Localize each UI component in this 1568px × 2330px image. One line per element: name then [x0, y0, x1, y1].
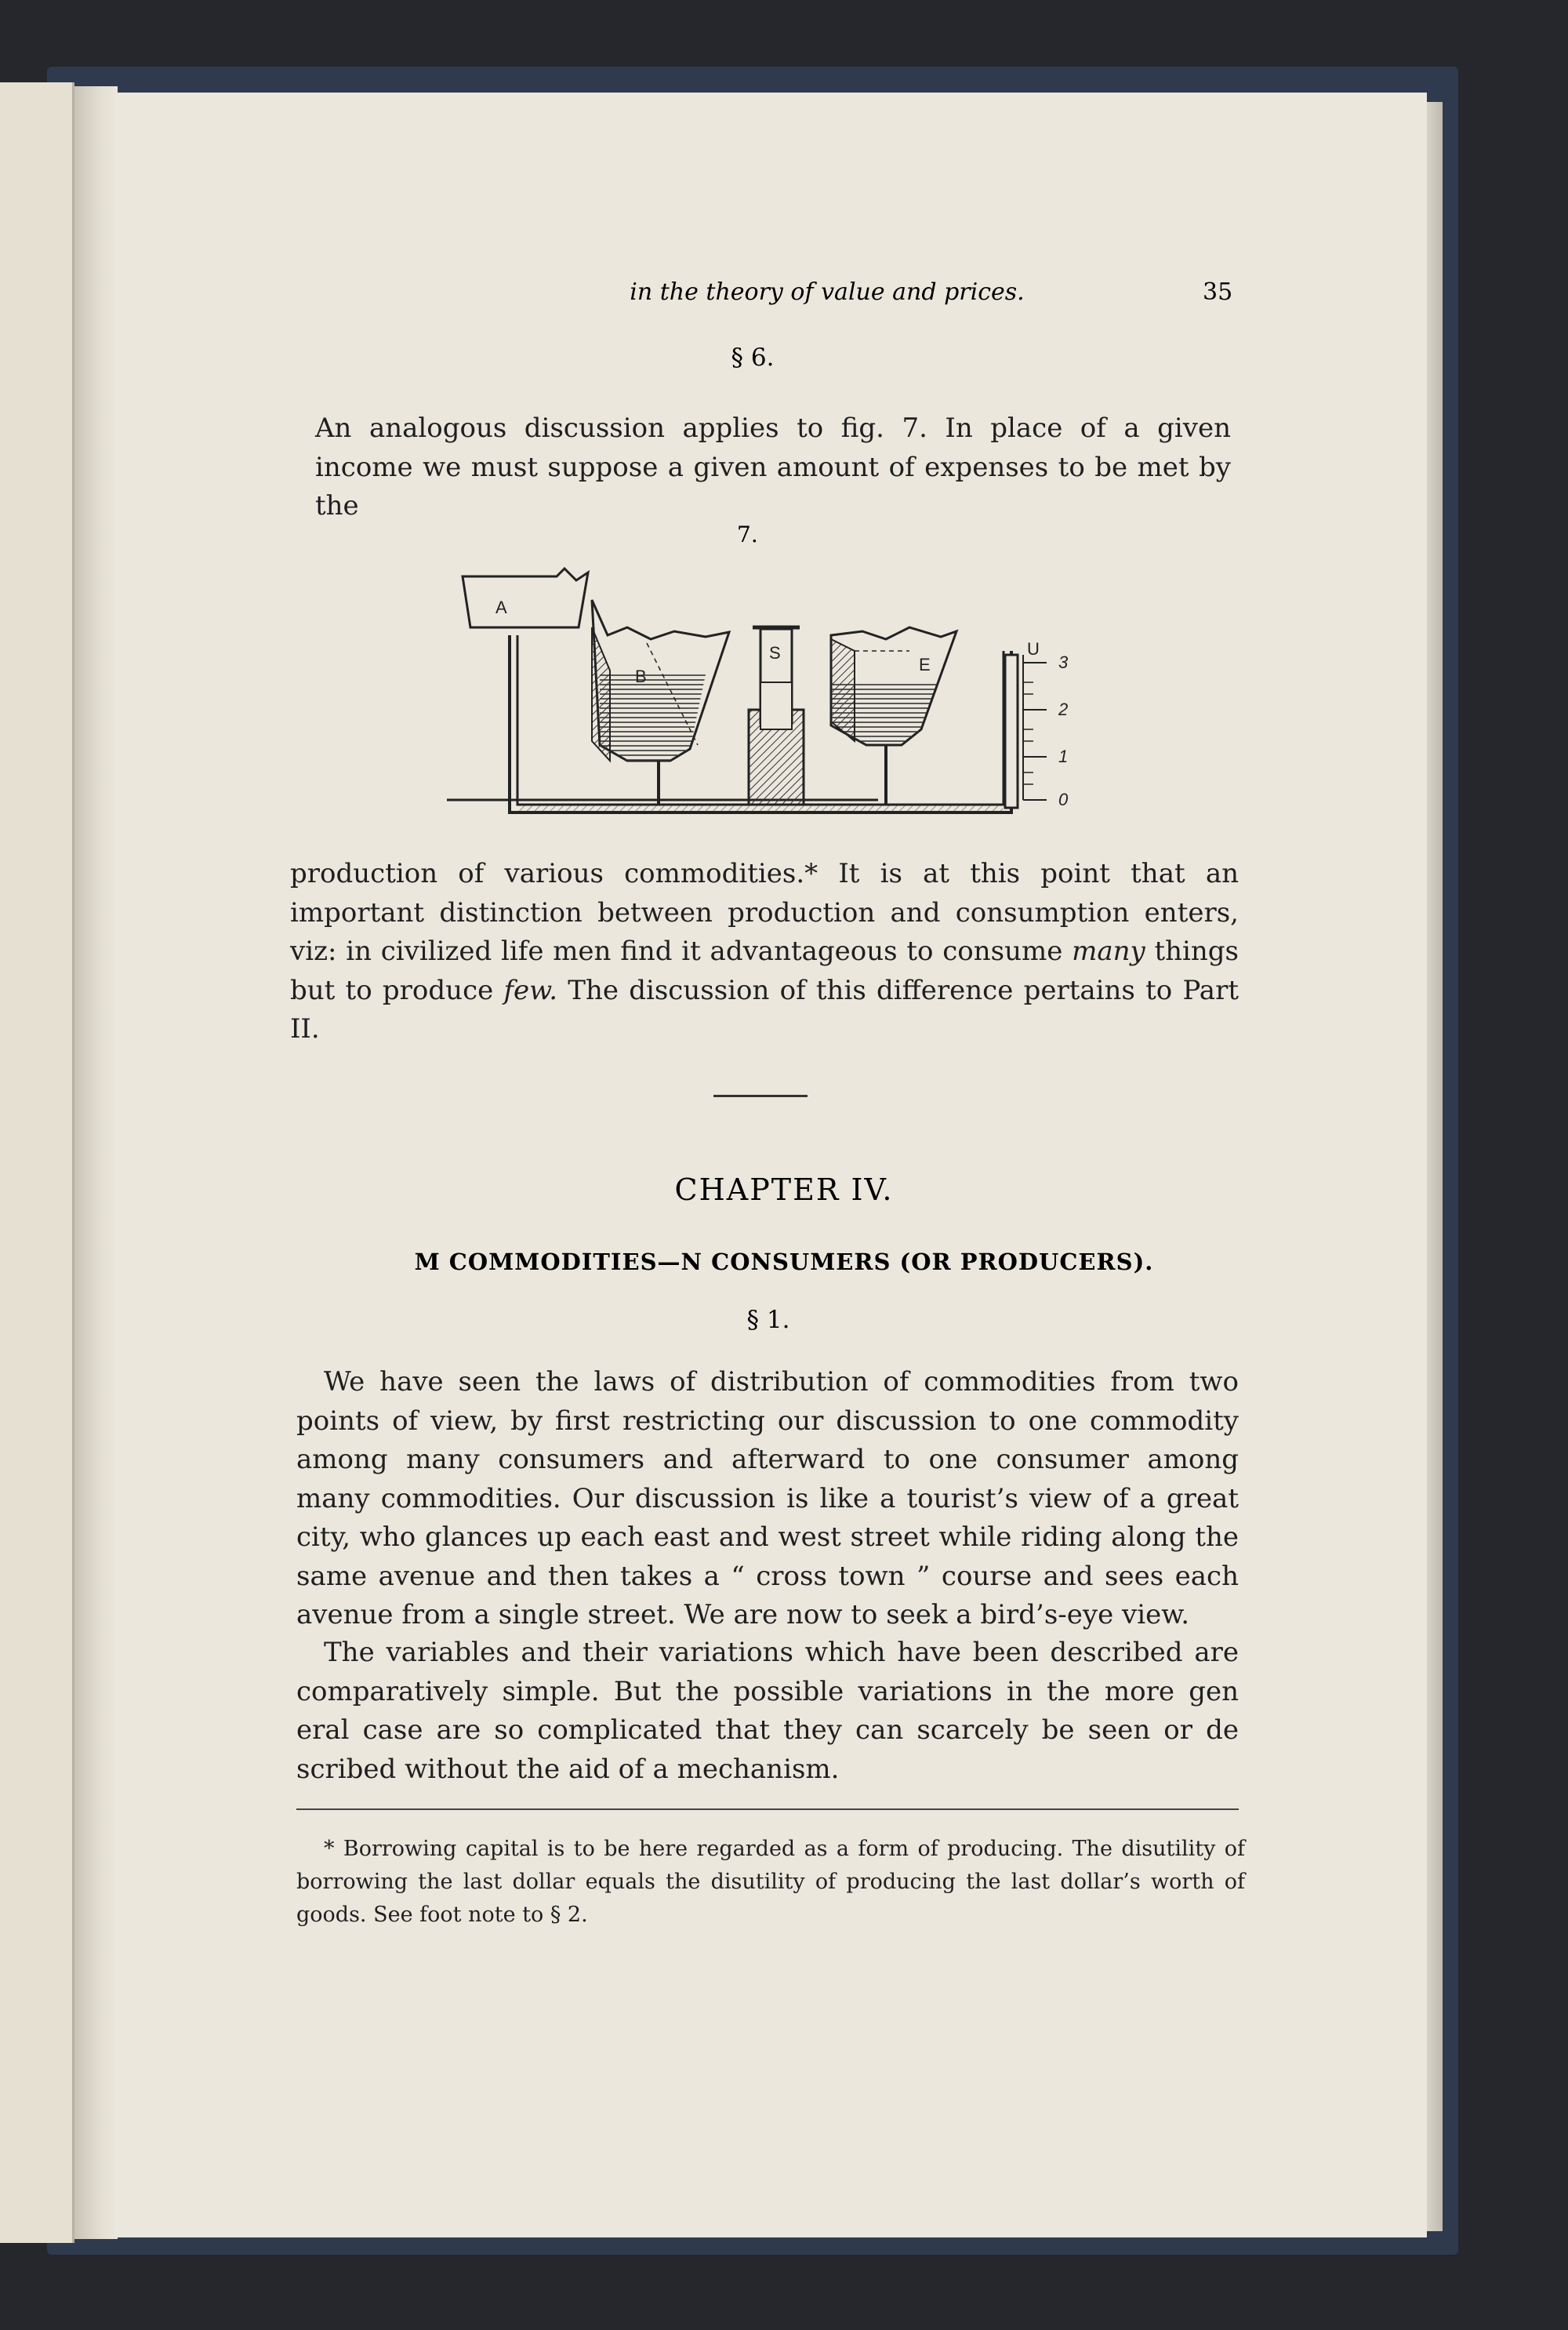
page-number: 35: [1203, 278, 1233, 306]
vessel-a-label: A: [495, 598, 507, 617]
figure-7-vessels-diagram: [439, 565, 1129, 823]
running-head: in the theory of value and prices.: [630, 278, 1025, 306]
book-gutter: [74, 86, 118, 2239]
paragraph-laws-of-distribution: We have seen the laws of distribution of commodities from two points of view, by first restricting our discussion to one commodity among many consumers and afterward to one consumer among many commodities. Our discussion is like a tourist’s view of a great city, who glances up each east and west street while riding along the same avenue and then takes a “ cross town ” course and sees each avenue from a single street. We are now to seek a bird’s-eye view.: [296, 1366, 1239, 1630]
section-heading-6: § 6.: [731, 344, 775, 372]
paragraph-intro: An analogous discussion applies to fig. 7. In place of a given income we must suppose a given amount of expenses to be met by the: [315, 413, 1231, 522]
chapter-title: CHAPTER IV.: [674, 1172, 894, 1207]
scale-label-0: 0: [1058, 790, 1069, 809]
gauge-tube-u: [1005, 639, 1069, 809]
paragraph-production: production of various commodities.* It is at this point that an important distinction between production and consumption enters, viz: in civilized life men find it advantageous to consume many things but to produce few. The discussion of this difference pertains to Part II.: [290, 858, 1239, 1045]
chapter-subtitle: M COMMODITIES—N CONSUMERS (OR PRODUCERS).: [414, 1249, 1154, 1275]
figure-number: 7.: [737, 522, 758, 547]
scale-label-3: 3: [1058, 652, 1069, 672]
piston-s: [749, 627, 804, 805]
paragraph-variables: The variables and their variations which have been described are comparatively simple. But the possible variations in the more gen eral case are so complicated that they can scarcely be seen or de scribed without the aid of a mechanism.: [296, 1637, 1239, 1785]
page-stack-edge: [1427, 102, 1443, 2231]
piston-s-label: S: [769, 643, 781, 663]
facing-page-edge: [0, 82, 74, 2243]
footnote: * Borrowing capital is to be here regarded as a form of producing. The disutility of borrowing the last dollar equals the disutility of producing the last dollar’s worth of goods. See foot note to § 2.: [296, 1837, 1245, 1927]
vessel-e-label: E: [919, 655, 931, 674]
footnote-rule: [296, 1808, 1239, 1810]
vessel-b: [592, 600, 729, 805]
vessel-a: [463, 569, 588, 627]
vessel-b-label: B: [635, 667, 647, 686]
section-divider: [713, 1095, 808, 1097]
emphasis-few: few.: [503, 974, 558, 1006]
emphasis-many: many: [1072, 936, 1145, 967]
scale-label-1: 1: [1058, 747, 1069, 766]
scale-label-2: 2: [1058, 700, 1069, 719]
gauge-u-label: U: [1027, 639, 1040, 659]
vessel-e: [831, 627, 956, 805]
section-heading-1: § 1.: [746, 1306, 790, 1334]
